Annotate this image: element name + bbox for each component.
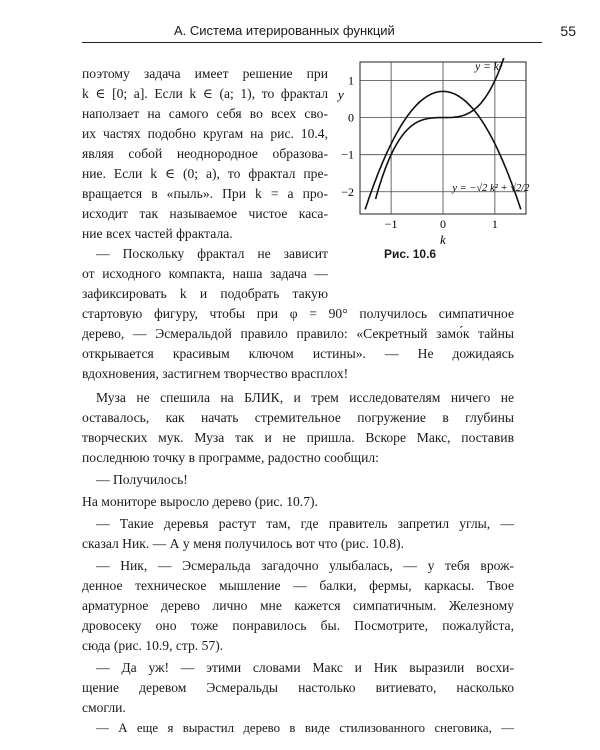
text-line: их частях подобно кругам на рис. 10.4, xyxy=(82,126,328,141)
text-line: вдохновения, застигнем творчество врасплох! xyxy=(82,366,349,381)
text-line: стартовую фигуру, чтобы при φ = 90° получилось симпатичное xyxy=(82,306,514,321)
text-line: дерево, — Эсмеральдой правило правило: «Секретный замо́к тайны xyxy=(82,326,514,341)
text-line: поэтому задача имеет решение при xyxy=(82,66,328,81)
x-tick-label: 1 xyxy=(491,217,498,231)
text-line: — Да уж! — этими словами Макс и Ник выразили восхи- xyxy=(96,660,514,675)
x-axis-label: k xyxy=(440,232,446,247)
text-line: Муза не спешила на БЛИК, и трем исследователям ничего не xyxy=(96,390,514,405)
series-label-cubic: y = k³ xyxy=(475,61,503,74)
text-line: дровосеку оно тоже понравилось бы. Посмотрите, пожалуйста, xyxy=(82,618,514,633)
text-line: — Ник, — Эсмеральда загадочно улыбалась, — у тебя врож- xyxy=(96,558,514,573)
text-line: — Поскольку фрактал не зависит xyxy=(96,246,328,261)
figure-10-6 xyxy=(330,58,530,258)
text-line: — Получилось! xyxy=(96,472,188,487)
text-line: являя собой неоднородное образова- xyxy=(82,146,328,161)
text-line: ние всех частей фрактала. xyxy=(82,226,233,241)
text-line: последнюю точку в программе, радостно сообщил: xyxy=(82,450,379,465)
text-line: оставалось, как начать стремительное погружение в глубины xyxy=(82,410,514,425)
text-line: смогли. xyxy=(82,700,126,715)
function-plot xyxy=(330,58,530,258)
x-tick-label: 0 xyxy=(440,217,446,231)
text-line: открывается красивым ключом истины». — Не дожидаясь xyxy=(82,346,514,361)
y-tick-label: −2 xyxy=(341,184,354,199)
text-line: исходит так называемое чистое каса- xyxy=(82,206,328,221)
text-line: — А еще я вырастил дерево в виде стилизованного снеговика, — xyxy=(96,721,514,735)
running-header-title: А. Система итерированных функций xyxy=(174,23,395,38)
text-line: наползает на самого себя во всех сво- xyxy=(82,106,328,121)
text-line: ние. Если k ∈ (0; a), то фрактал пре- xyxy=(82,166,328,181)
figure-caption: Рис. 10.6 xyxy=(384,247,437,261)
text-line: сказал Ник. — А у меня получилось вот что (рис. 10.8). xyxy=(82,536,404,551)
y-tick-label: 1 xyxy=(348,73,354,88)
text-line: — Такие деревья растут там, где правитель запретил углы, — xyxy=(96,516,514,531)
y-tick-label: −1 xyxy=(341,147,354,162)
text-line: На мониторе выросло дерево (рис. 10.7). xyxy=(82,494,318,509)
running-header xyxy=(82,22,576,43)
text-line: вращается в «пыль». При k = a про- xyxy=(82,186,328,201)
text-line: щение деревом Эсмеральды настолько витиевато, насколько xyxy=(82,680,514,695)
text-line: k ∈ [0; a]. Если k ∈ (a; 1), то фрактал xyxy=(82,86,328,101)
text-line: от исходного компакта, наша задача — xyxy=(82,266,328,281)
page-number: 55 xyxy=(560,23,576,39)
text-line: денное техническое мышление — балки, фермы, каркасы. Твое xyxy=(82,578,514,593)
text-line: зафиксировать k и подобрать такую xyxy=(82,286,328,301)
y-axis-label: y xyxy=(338,87,344,103)
text-line: арматурное дерево лично мне кажется симпатичным. Железному xyxy=(82,598,514,613)
text-line: творческих мук. Муза так и не пришла. Вскоре Макс, поставив xyxy=(82,430,514,445)
series-label-parabola: y = −√2 k² + √2/2 xyxy=(452,183,530,195)
y-tick-label: 0 xyxy=(348,110,354,125)
text-line: сюда (рис. 10.9, стр. 57). xyxy=(82,638,224,653)
x-tick-label: −1 xyxy=(384,217,398,231)
